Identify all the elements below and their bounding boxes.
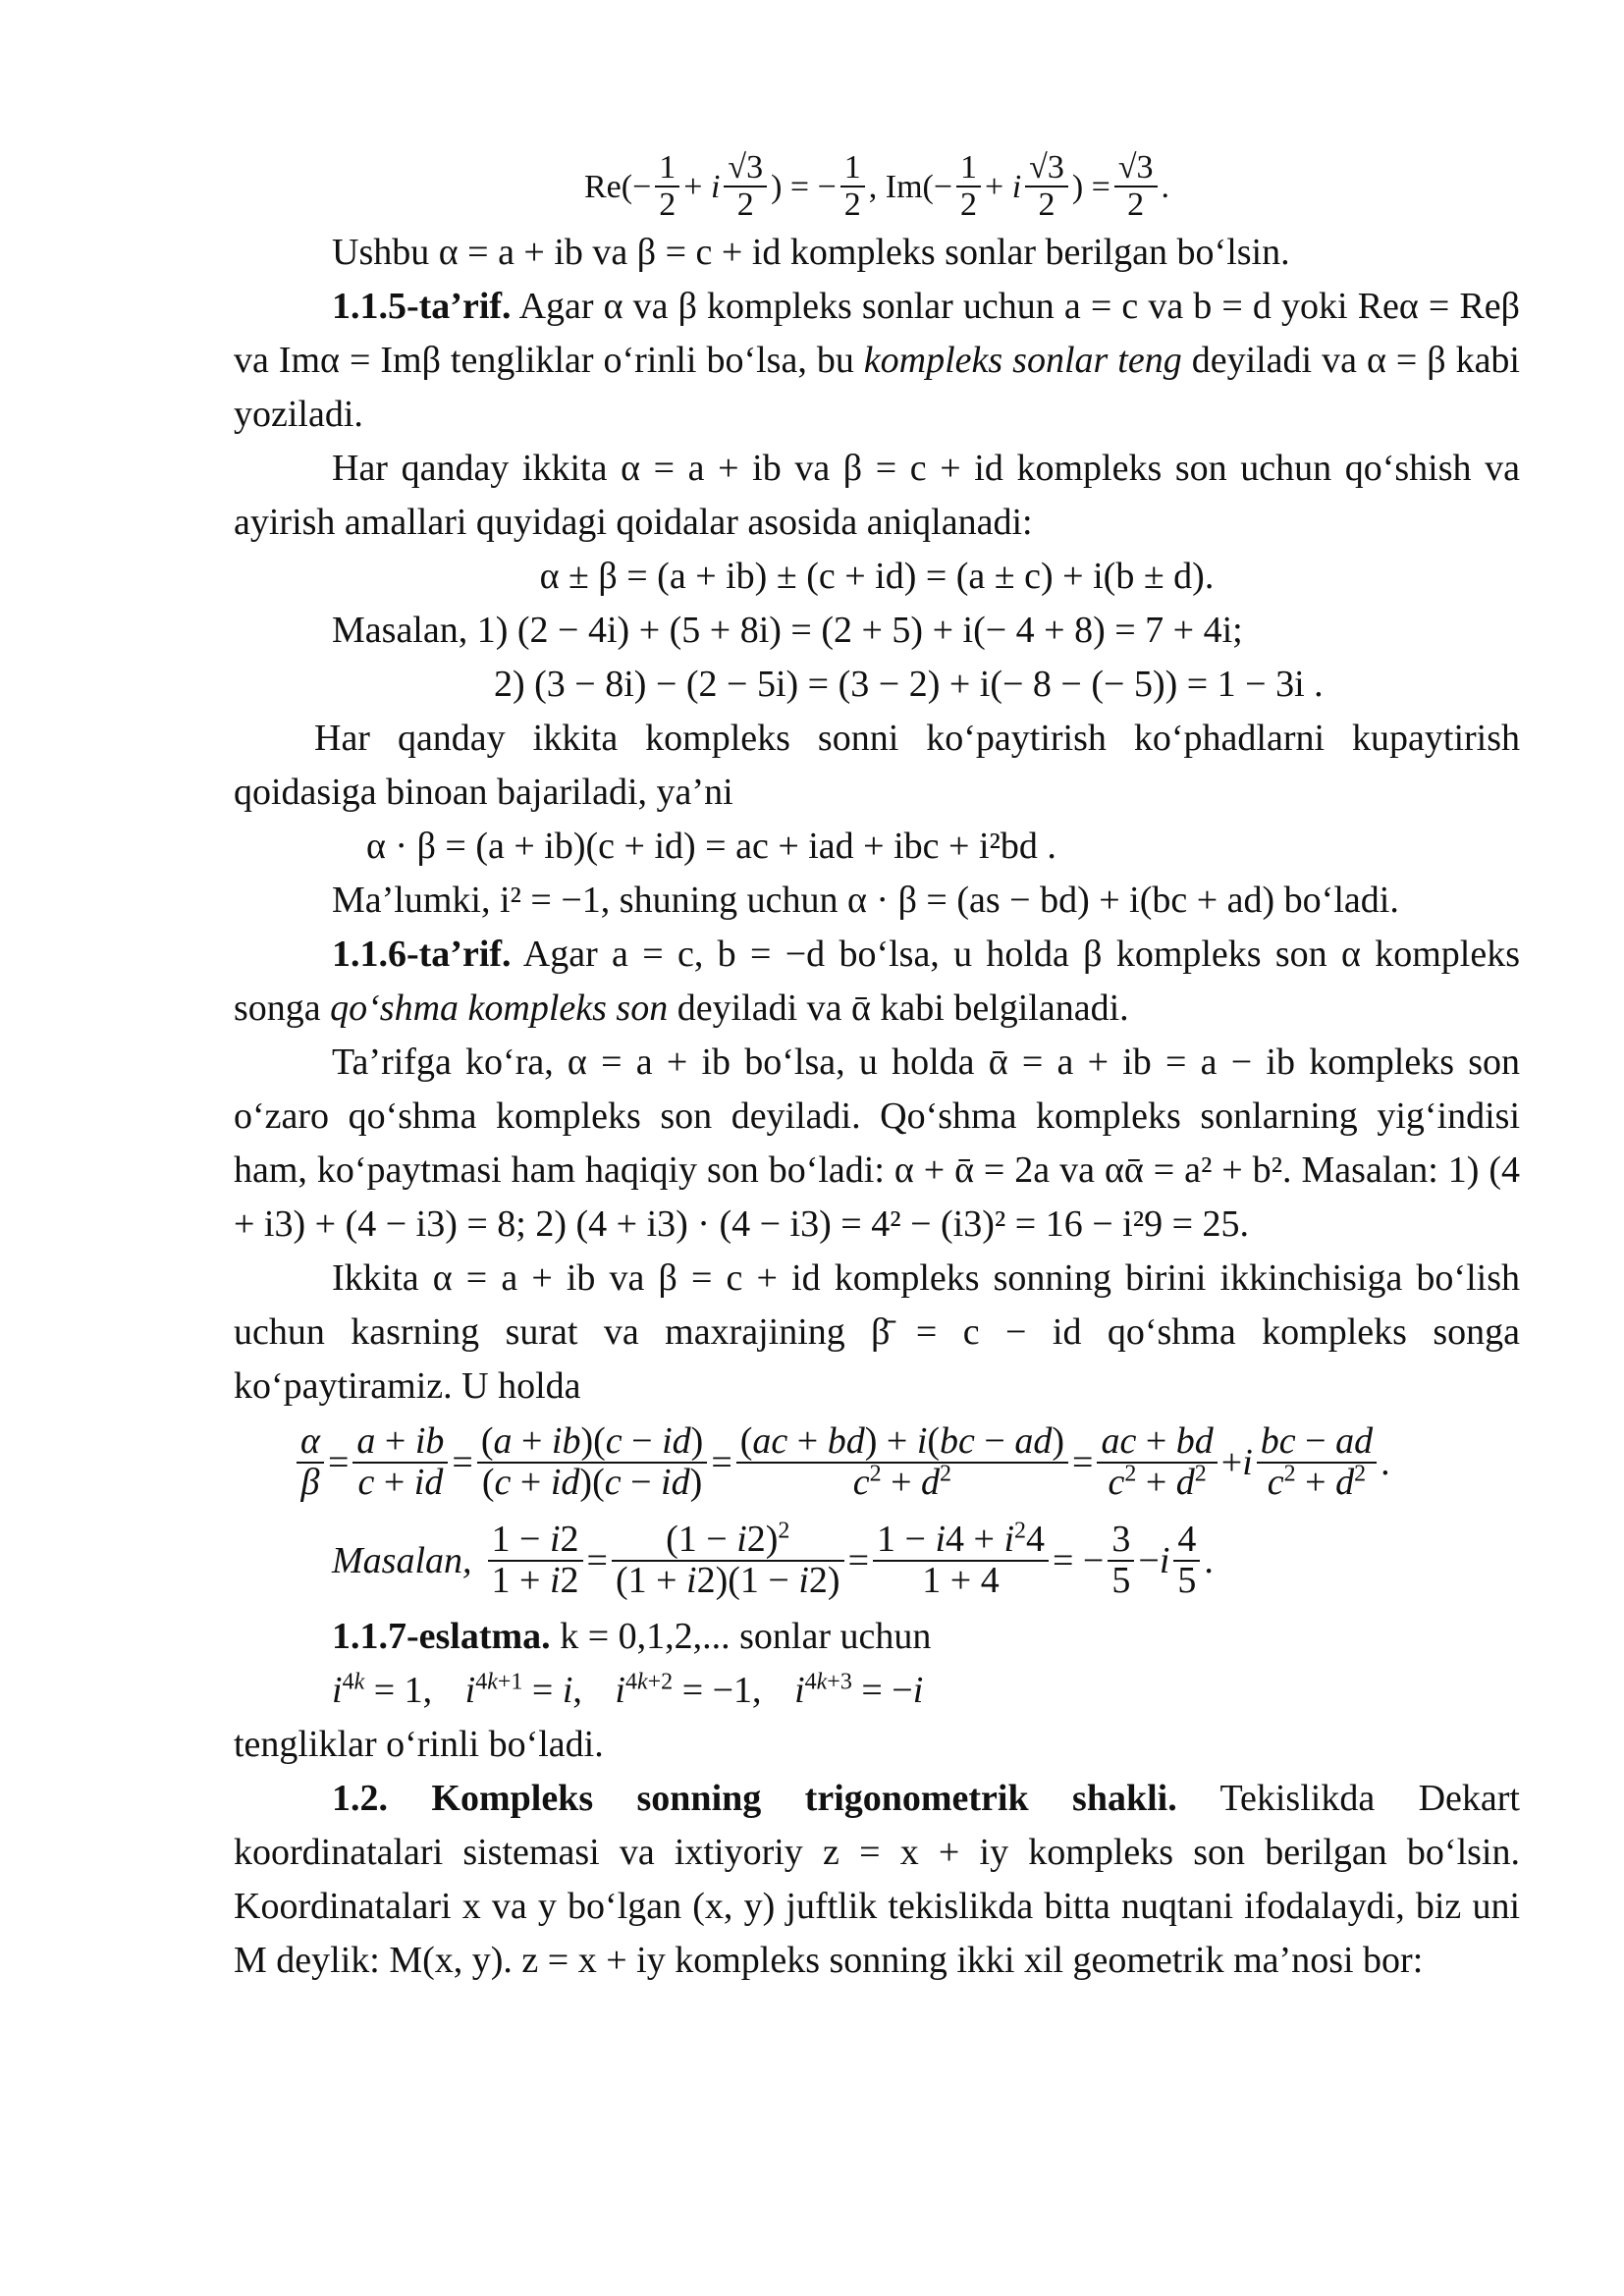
remark-text: k = 0,1,2,... sonlar uchun xyxy=(560,1616,932,1657)
example-1-formula: (2 − 4i) + (5 + 8i) = (2 + 5) + i(− 4 + 8) = 7 + 4i; xyxy=(516,610,1243,651)
paragraph-7: tengliklar o‘rinli bo‘ladi. xyxy=(234,1724,604,1765)
definition-term: qo‘shma kompleks son xyxy=(330,988,669,1029)
example-2-label: 2) xyxy=(494,664,525,705)
section-1-2 xyxy=(234,1772,1520,1988)
example-division: Masalan, $\frac{1 - i2}{1 + i2}$ = $\frac{(1 - i2)^2}{(1 + i2)(1 - i2)}$ = $\frac{1 - i4 + i^24}{1 + 4}$ = − $\frac{3}{5}$ − i $\frac{4}{5}$ . xyxy=(332,1518,1214,1601)
example-1-label: Masalan, 1) xyxy=(332,610,509,651)
definition-text-a: Agar α va β kompleks sonlar uchun a = c va b = d yoki Reα = Reβ va Imα = Imβ tengliklar o‘rinli bo‘lsa, bu xyxy=(234,286,1520,381)
formula-division: $\frac{\alpha}{\beta}$ = $\frac{a + ib}{c + id}$ = $\frac{(a + ib)(c - id)}{(c + id)(c - id)}$ = $\frac{(ac + bd) + i(bc - ad)}{c^2 + d^2}$ = $\frac{ac + bd}{c^2 + d^2}$ + i $\frac{bc - ad}{c^2 + d^2}$ . xyxy=(234,1414,1520,1512)
paragraph-1: Ushbu α = a + ib va β = c + id kompleks sonlar berilgan bo‘lsin. xyxy=(332,232,1290,273)
definition-label: 1.1.5-ta’rif. xyxy=(332,286,512,327)
paragraph-6: Ikkita α = a + ib va β = c + id kompleks sonning birini ikkinchisiga bo‘lish uchun kasrning surat va maxrajining β̄ = c − id qo‘shma kompleks songa ko‘paytiramiz. U holda xyxy=(234,1257,1520,1407)
definition-1-1-6 xyxy=(234,928,1520,1036)
example-2-formula: (3 − 8i) − (2 − 5i) = (3 − 2) + i(− 8 − (− 5)) = 1 − 3i . xyxy=(534,664,1324,705)
formula-top: Re(− $\frac{1}{2}$ + i $\frac{√3}{2}$ ) = − $\frac{1}{2}$ , Im(− $\frac{1}{2}$ + i $\frac{√3}{2}$ ) = $\frac{√3}{2}$ . xyxy=(584,149,1169,223)
example-1 xyxy=(234,604,1520,658)
definition-label: 1.1.6-ta’rif. xyxy=(332,934,512,975)
section-text: Tekislikda Dekart koordinatalari sistemasi va ixtiyoriy z = x + iy kompleks son berilgan bo‘lsin. Koordinatalari x va y bo‘lgan (x, y) juftlik tekislikda bitta nuqtani ifodalaydi, biz uni M deylik: M(x, y). z = x + iy kompleks sonning ikki xil geometrik ma’nosi bor: xyxy=(234,1778,1520,1981)
formula-addsub: α ± β = (a + ib) ± (c + id) = (a ± c) + i(b ± d). xyxy=(539,556,1215,597)
remark-1-1-7 xyxy=(234,1610,1520,1664)
paragraph-4: Ma’lumki, i² = −1, shuning uchun α · β = (as − bd) + i(bc + ad) bo‘ladi. xyxy=(332,880,1399,921)
section-title: 1.2. Kompleks sonning trigonometrik shakli. xyxy=(332,1778,1177,1819)
document-page xyxy=(234,147,1520,1988)
definition-text-b: deyiladi va ᾱ kabi belgilanadi. xyxy=(677,988,1129,1029)
definition-text-a: Agar a = c, b = −d bo‘lsa, u holda β kompleks son α kompleks songa xyxy=(234,934,1520,1029)
paragraph-5: Ta’rifga ko‘ra, α = a + ib bo‘lsa, u holda ᾱ = a + ib = a − ib kompleks son o‘zaro qo‘shma kompleks son deyiladi. Qo‘shma kompleks sonlarning yig‘indisi ham, ko‘paytmasi ham haqiqiy son bo‘ladi: α + ᾱ = 2a va αᾱ = a² + b². Masalan: 1) (4 + i3) + (4 − i3) = 8; 2) (4 + i3) · (4 − i3) = 4² − (i3)² = 16 − i²9 = 25. xyxy=(234,1041,1520,1245)
paragraph-2: Har qanday ikkita α = a + ib va β = c + id kompleks son uchun qo‘shish va ayirish amallari quyidagi qoidalar asosida aniqlanadi: xyxy=(234,448,1520,543)
formula-mult: α · β = (a + ib)(c + id) = ac + iad + ibc + i²bd . xyxy=(366,826,1056,867)
definition-term: kompleks sonlar teng xyxy=(863,340,1182,381)
paragraph-3: Har qanday ikkita kompleks sonni ko‘paytirish ko‘phadlarni kupaytirish qoidasiga binoan bajariladi, ya’ni xyxy=(234,718,1520,813)
remark-label: 1.1.7-eslatma. xyxy=(332,1616,551,1657)
example-2 xyxy=(234,658,1520,712)
formula-powers: $i^{4k} = 1$, $i^{4k+1} = i$, $i^{4k+2} = -1$, $i^{4k+3} = -i$ xyxy=(332,1669,924,1711)
definition-1-1-5 xyxy=(234,280,1520,442)
definition-text-b: deyiladi va α = β kabi yoziladi. xyxy=(234,340,1520,435)
example-division-label: Masalan, xyxy=(332,1539,472,1581)
